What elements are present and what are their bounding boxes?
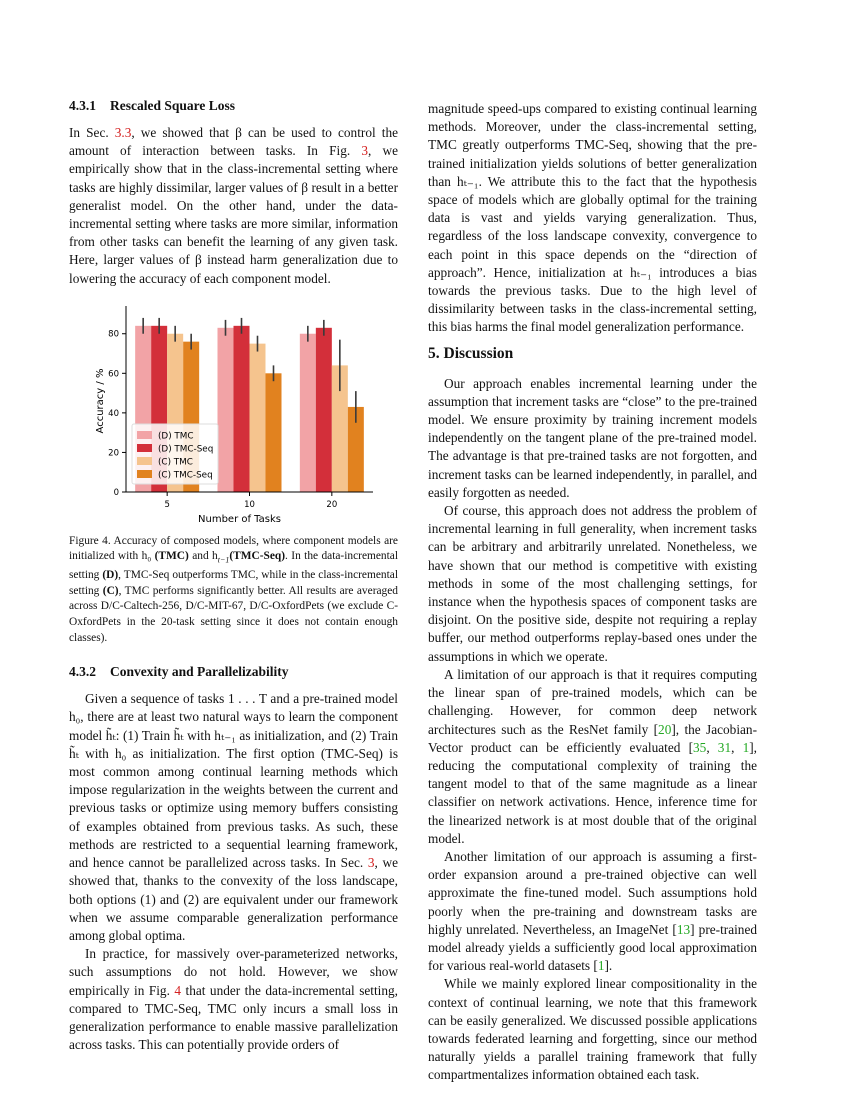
bar: [250, 343, 266, 491]
figure-4-chart: [69, 302, 398, 530]
x-axis-label: Number of Tasks: [198, 513, 281, 525]
left-column: [69, 98, 398, 1054]
citation-link[interactable]: 1: [597, 958, 605, 974]
paragraph-convexity: Given a sequence of tasks 1 . . . T and a pre-trained model h₀, there are at least two natural ways to learn the component model h̃ₜ: (1) Train h̃ₜ with hₜ₋₁ as initialization, and (2) Train h̃ₜ with h₀ as initialization. The first option (TMC-Seq) is most common among continual learning methods which impose regularization in the weights between the current and previous tasks or optimize using memory buffers consisting of examples obtained from previous tasks. As such, these methods are restricted to a sequential learning framework, and hence cannot be parallelized across tasks. In Sec. 3, we showed that, thanks to the convexity of the loss landscape, both options (1) and (2) are equivalent under our framework when we assume comparable generalization performance among global optima.: [69, 691, 398, 943]
figure-ref-link[interactable]: 4: [174, 982, 182, 998]
legend-swatch: [137, 470, 152, 478]
citation-link[interactable]: 31: [717, 739, 732, 755]
legend-swatch: [137, 457, 152, 465]
legend-label: (D) TMC-Seq: [158, 444, 214, 455]
bar: [266, 373, 282, 492]
y-axis-label: Accuracy / %: [95, 368, 106, 434]
y-tick-label: 40: [108, 408, 119, 419]
x-tick-label: 20: [326, 499, 338, 510]
section-heading-4-3-2: 4.3.2 Convexity and Parallelizability: [69, 664, 289, 680]
paragraph-practice: In practice, for massively over-parameterized networks, such assumptions do not hold. However, we show empirically in Fig. 4 that under the data-incremental setting, compared to TMC-Seq, TMC only incurs a small loss in generalization performance to enable massive parallelization across tasks. This can potentially provide orders of: [69, 946, 398, 1053]
bar-chart: [69, 302, 398, 530]
section-heading-4-3-1: 4.3.1 Rescaled Square Loss: [69, 98, 236, 113]
section-ref-link[interactable]: 3: [367, 855, 375, 871]
paragraph-continued: magnitude speed-ups compared to existing continual learning methods. Moreover, under the class-incremental setting, TMC greatly outperforms TMC-Seq, showing that the pre-trained initialization yields solutions of better generalization than hₜ₋₁. We attribute this to the fact that the hypothesis space of models which are globally optimal for the training data is vast and yields varying generalization. Thus, regardless of the loss landscape convexity, convergence to each point in this space depends on the “direction of approach”. Hence, initialization at hₜ₋₁ introduces a bias towards the previous tasks. Due to the high level of dissimilarity between tasks in the class-incremental setting, this bias harms the final model generalization performance.: [428, 101, 757, 335]
x-tick-label: 10: [244, 499, 255, 510]
section-heading-discussion: 5. Discussion: [428, 344, 514, 362]
y-tick-label: 0: [113, 487, 119, 498]
figure-ref-link[interactable]: 3: [361, 143, 368, 159]
right-column: [428, 100, 757, 1085]
y-tick-label: 60: [108, 369, 119, 380]
legend-swatch: [137, 431, 152, 439]
bar: [316, 328, 332, 492]
bar: [300, 334, 316, 492]
paragraph-discussion-1: Our approach enables incremental learning under the assumption that increment tasks are “close” to the pre-trained model. We ensure proximity by training increment models independently on the tangent plane of the pre-trained model. The advantage is that pre-trained tasks are not forgotten, and increment tasks can be learned independently, in parallel, and easily forgotten as needed.: [428, 375, 757, 500]
legend-swatch: [137, 444, 152, 452]
paragraph-discussion-3: A limitation of our approach is that it requires computing the linear span of pre-trained models, which can be challenging. However, for common deep network architectures such as the ResNet family [20], the Jacobian-Vector product can be efficiently evaluated [35, 31, 1], reducing the computational complexity of training the tangent model to that of the same magnitude as a linear classifier on network activations. Hence, inference time for the linearized network is at most double that of the original model.: [428, 666, 758, 846]
legend-label: (C) TMC: [158, 457, 193, 468]
figure-caption: Figure 4. Accuracy of composed models, where component models are initialized with h₀ (TMC) and $h_{t-1}(TMC-Seq)$. In the data-incremental setting (D), TMC-Seq outperforms TMC, while in the class-incremental setting (C), TMC performs significantly better. All results are averaged across D/C-Caltech-256, D/C-MIT-67, D/C-OxfordPets (we exclude C-OxfordPets in the 20-task setting since it does not contain enough classes).: [69, 534, 398, 644]
bar: [234, 326, 250, 492]
citation-link[interactable]: 1: [742, 739, 750, 755]
legend-label: (C) TMC-Seq: [158, 470, 213, 481]
paragraph-discussion-4: Another limitation of our approach is assuming a first-order expansion around a pre-trained objective can well approximate the fine-tuned model. Such assumptions hold poorly when the pre-training and downstream tasks are highly unrelated. Nevertheless, an ImageNet [13] pre-trained model already yields a sufficiently good local approximation for various real-world datasets [1].: [428, 848, 758, 974]
citation-link[interactable]: 20: [658, 721, 672, 737]
legend-label: (D) TMC: [158, 431, 194, 442]
paragraph-discussion-5: While we mainly explored linear compositionality in the context of continual learning, we note that this framework can be easily generalized. We discussed possible applications towards federated learning and forgetting, since our method naturally yields a parallel training framework that fully compartmentalizes information obtained each task.: [428, 976, 757, 1083]
citation-link[interactable]: 13: [676, 921, 691, 937]
x-tick-label: 5: [164, 499, 170, 510]
y-tick-label: 80: [108, 329, 119, 340]
y-tick-label: 20: [108, 448, 119, 459]
paragraph-rescaled-loss: In Sec. 3.3, we showed that β can be used to control the amount of interaction between tasks. In Fig. 3, we empirically show that in the class-incremental setting where tasks are highly dissimilar, larger values of β result in a better generalist model. On the other hand, under the data-incremental setting where tasks are more similar, information from other tasks can benefit the learning of any given task. Here, larger values of β instead harm generalization due to lowering the accuracy of each component model.: [69, 125, 398, 286]
section-ref-link[interactable]: 3.3: [114, 125, 132, 140]
paragraph-discussion-2: Of course, this approach does not address the problem of incremental learning in full generality, when increment tasks can be arbitrary and arbitrarily unrelated. Nonetheless, we have shown that our method is competitive with existing methods in some of the most challenging settings, for instance when the hypothesis spaces of component tasks are disjoint. On the positive side, despite not requiring a replay buffer, our method outperforms replay-based ones under the assumptions in which we operate.: [428, 503, 757, 664]
citation-link[interactable]: 35: [693, 739, 707, 755]
bar: [218, 328, 234, 492]
